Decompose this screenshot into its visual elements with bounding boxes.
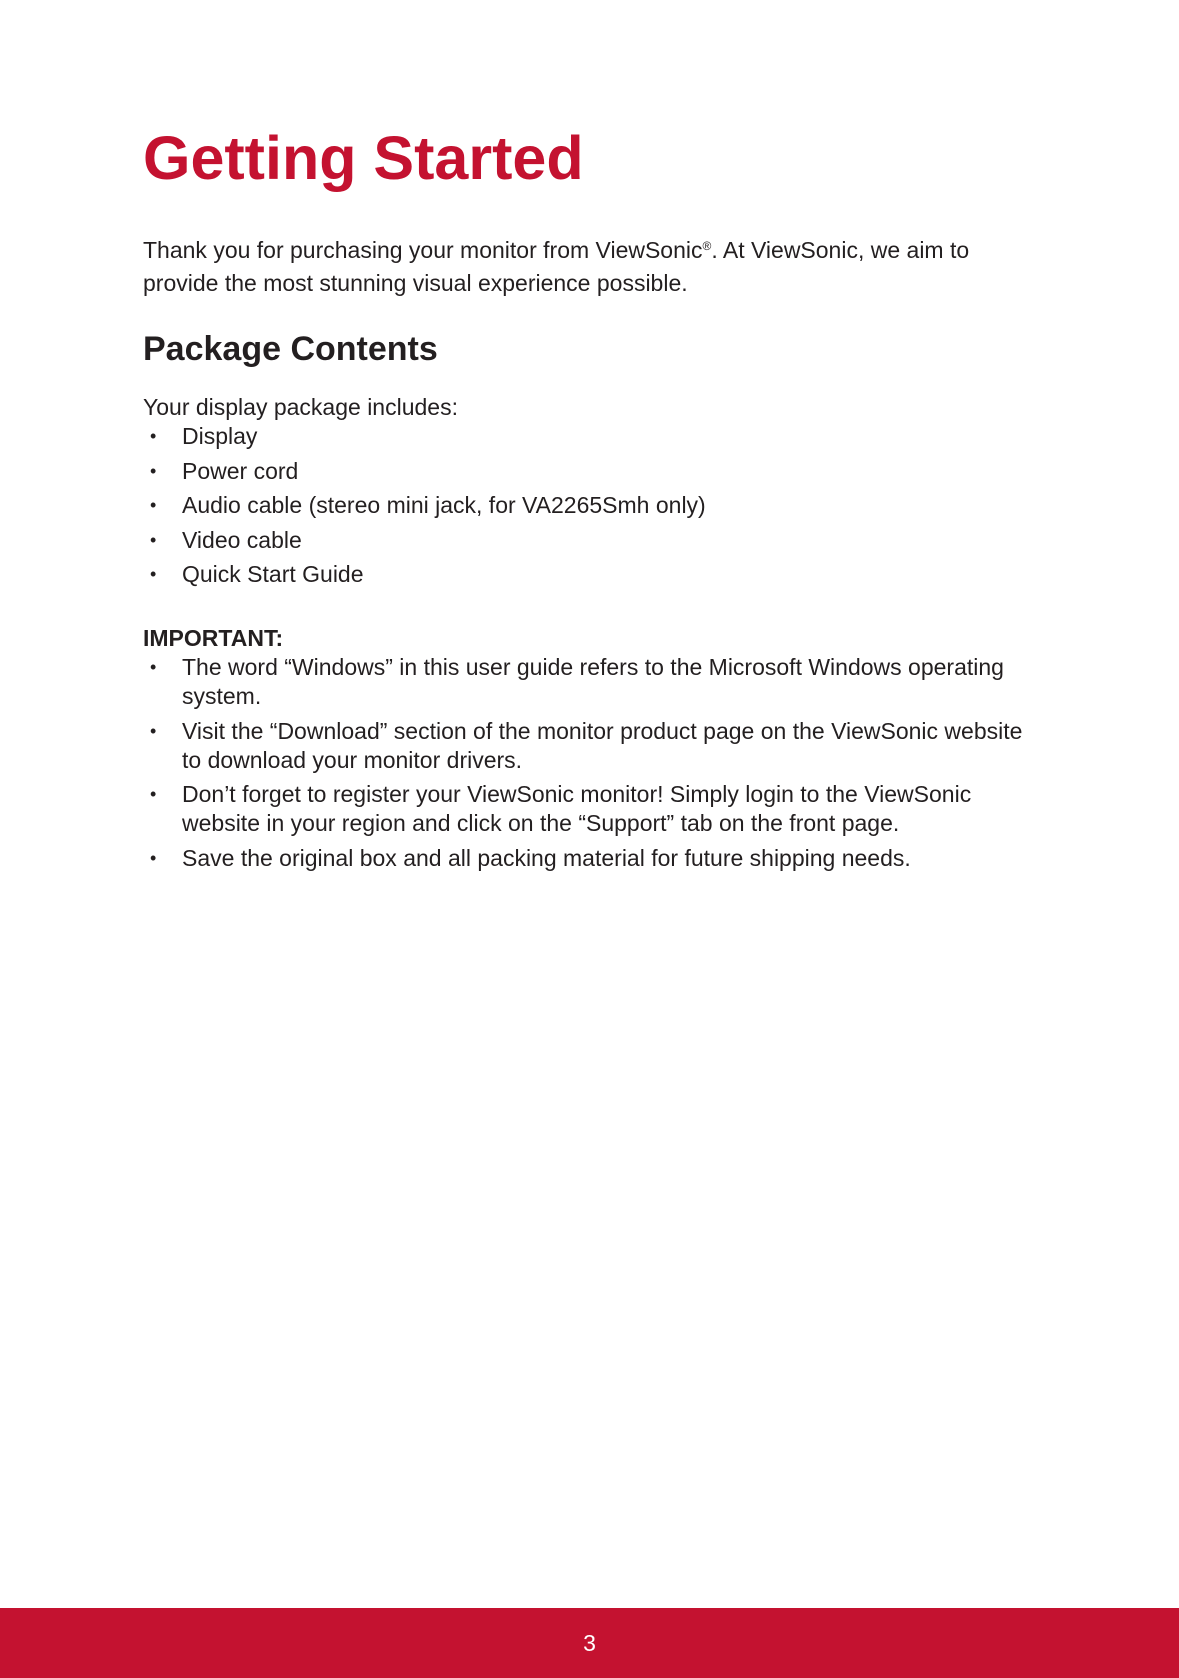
page-title: Getting Started <box>143 124 584 192</box>
list-item-text: Audio cable (stereo mini jack, for VA2265Smh only) <box>182 492 706 518</box>
list-item-text: Display <box>182 423 258 449</box>
list-item <box>143 717 1043 775</box>
list-item <box>143 526 1043 555</box>
list-item <box>143 780 1043 838</box>
bullet-icon: • <box>150 720 157 741</box>
list-item <box>143 491 1043 520</box>
list-item-text: Video cable <box>182 526 302 553</box>
bullet-icon: • <box>150 564 157 584</box>
list-item <box>143 457 1043 486</box>
page-number: 3 <box>583 1630 596 1656</box>
list-item-text: Don’t forget to register your ViewSonic monitor! Simply login to the ViewSonic website in your region and click on the “Support” tab on the front page. <box>182 781 972 836</box>
list-item <box>143 560 1043 589</box>
bullet-icon: • <box>150 426 157 446</box>
intro-paragraph <box>143 236 1043 298</box>
intro-text-end: . At ViewSonic, we aim to provide the most stunning visual experience possible. <box>143 237 970 296</box>
list-item-text: Quick Start Guide <box>182 561 364 587</box>
bullet-icon: • <box>150 495 157 515</box>
package-lead-text: Your display package includes: <box>143 394 458 420</box>
list-item <box>143 844 1043 873</box>
bullet-icon: • <box>150 784 157 804</box>
bullet-icon: • <box>150 847 157 868</box>
bullet-icon: • <box>150 657 157 677</box>
intro-text-start: Thank you for purchasing your monitor from ViewSonic <box>143 237 703 263</box>
registered-trademark-mark: ® <box>702 239 712 253</box>
important-notes-list <box>143 653 1043 878</box>
package-contents-heading: Package Contents <box>143 330 438 368</box>
list-item <box>143 422 1043 451</box>
list-item-text: Visit the “Download” section of the monitor product page on the ViewSonic website to download your monitor drivers. <box>182 717 1023 773</box>
important-label: IMPORTANT: <box>143 625 284 651</box>
bullet-icon: • <box>150 460 157 481</box>
footer-bar <box>0 1608 1179 1678</box>
bullet-icon: • <box>150 529 157 550</box>
list-item-text: The word “Windows” in this user guide refers to the Microsoft Windows operating system. <box>182 654 1004 709</box>
list-item-text: Power cord <box>182 457 299 484</box>
list-item <box>143 653 1043 711</box>
list-item-text: Save the original box and all packing material for future shipping needs. <box>182 844 911 871</box>
package-contents-list <box>143 422 1043 595</box>
